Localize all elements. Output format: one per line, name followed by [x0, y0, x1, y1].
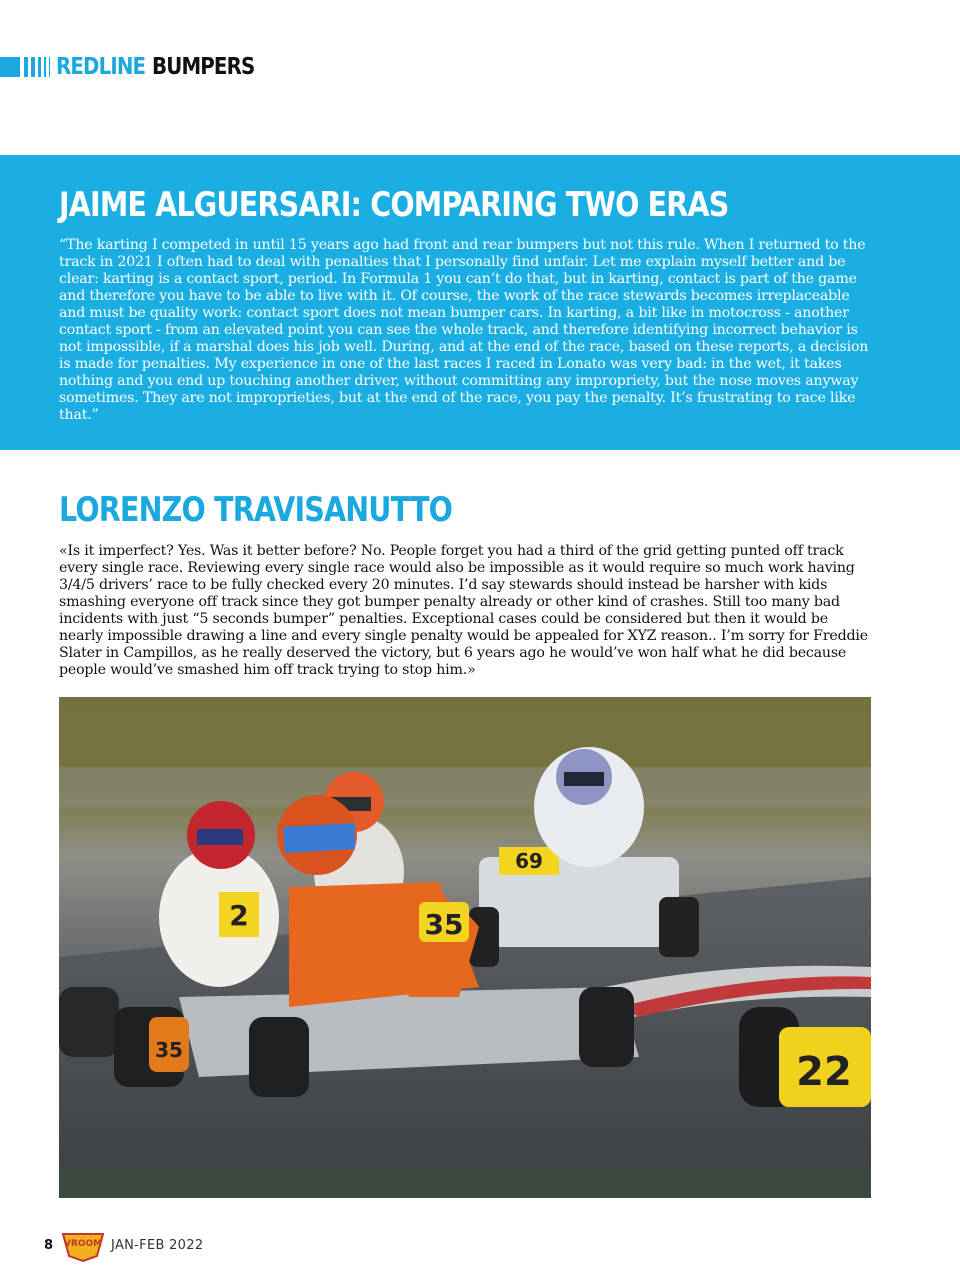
karting-photo: [59, 697, 871, 1198]
vroom-logo-icon: [59, 1228, 107, 1262]
section-header: [0, 54, 287, 80]
header-accent-block: [0, 57, 20, 77]
section-label-redline: REDLINE: [56, 54, 146, 80]
kart-number-69: 69: [515, 849, 543, 873]
kart-number-35: 35: [424, 908, 464, 941]
kart-number-2: 2: [229, 899, 249, 932]
header-accent-bars: [24, 57, 50, 77]
page-number: 8: [44, 1237, 54, 1253]
page-footer: [44, 1228, 203, 1262]
section2-title: LORENZO TRAVISANUTTO: [59, 490, 453, 530]
section2-body: «Is it imperfect? Yes. Was it better before? No. People forget you had a third of the grid getting punted off track every single race. Reviewing every single race would also be impossible as it would require so much work having 3/4/5 drivers’ race to be fully checked every 20 minutes. I’d say stewards should instead be harsher with kids smashing everyone off track since they got bumper penalty already or other kind of crashes. Still too many bad incidents with just “5 seconds bumper” penalties. Exceptional cases could be considered but then it would be nearly impossible drawing a line and every single penalty would be appealed for XYZ reason.. I’m sorry for Freddie Slater in Campillos, as he really deserved the victory, but 6 years ago he would’ve won half what he did because people would’ve smashed him off track trying to stop him.»: [59, 543, 868, 678]
quote-box: [0, 155, 960, 450]
section-label-bumpers: BUMPERS: [152, 54, 255, 80]
kart-side-number-35: 35: [155, 1038, 183, 1062]
quote-box-title: JAIME ALGUERSARI: COMPARING TWO ERAS: [59, 185, 729, 225]
svg-text:VROOM: VROOM: [63, 1239, 103, 1249]
section-label: [56, 54, 254, 80]
kart-number-22: 22: [796, 1049, 852, 1095]
issue-date: JAN-FEB 2022: [111, 1237, 204, 1253]
quote-box-body: “The karting I competed in until 15 years ago had front and rear bumpers but not this rule. When I returned to the track in 2021 I often had to deal with penalties that I personally find unfair. Let me explain myself better and be clear: karting is a contact sport, period. In Formula 1 you can’t do that, but in karting, contact is part of the game and therefore you have to be able to live with it. Of course, the work of the race stewards becomes irreplaceable and must be quality work: contact sport does not mean bumper cars. In karting, a bit like in motocross - another contact sport - from an elevated point you can see the whole track, and therefore identifying incorrect behavior is not impossible, if a marshal does his job well. During, and at the end of the race, based on these reports, a decision is made for penalties. My experience in one of the last races I raced in Lonato was very bad: in the wet, it takes nothing and you end up touching another driver, without committing any impropriety, but the nose moves anyway sometimes. They are not improprieties, but at the end of the race, you pay the penalty. It’s frustrating to race like that.”: [59, 237, 869, 423]
